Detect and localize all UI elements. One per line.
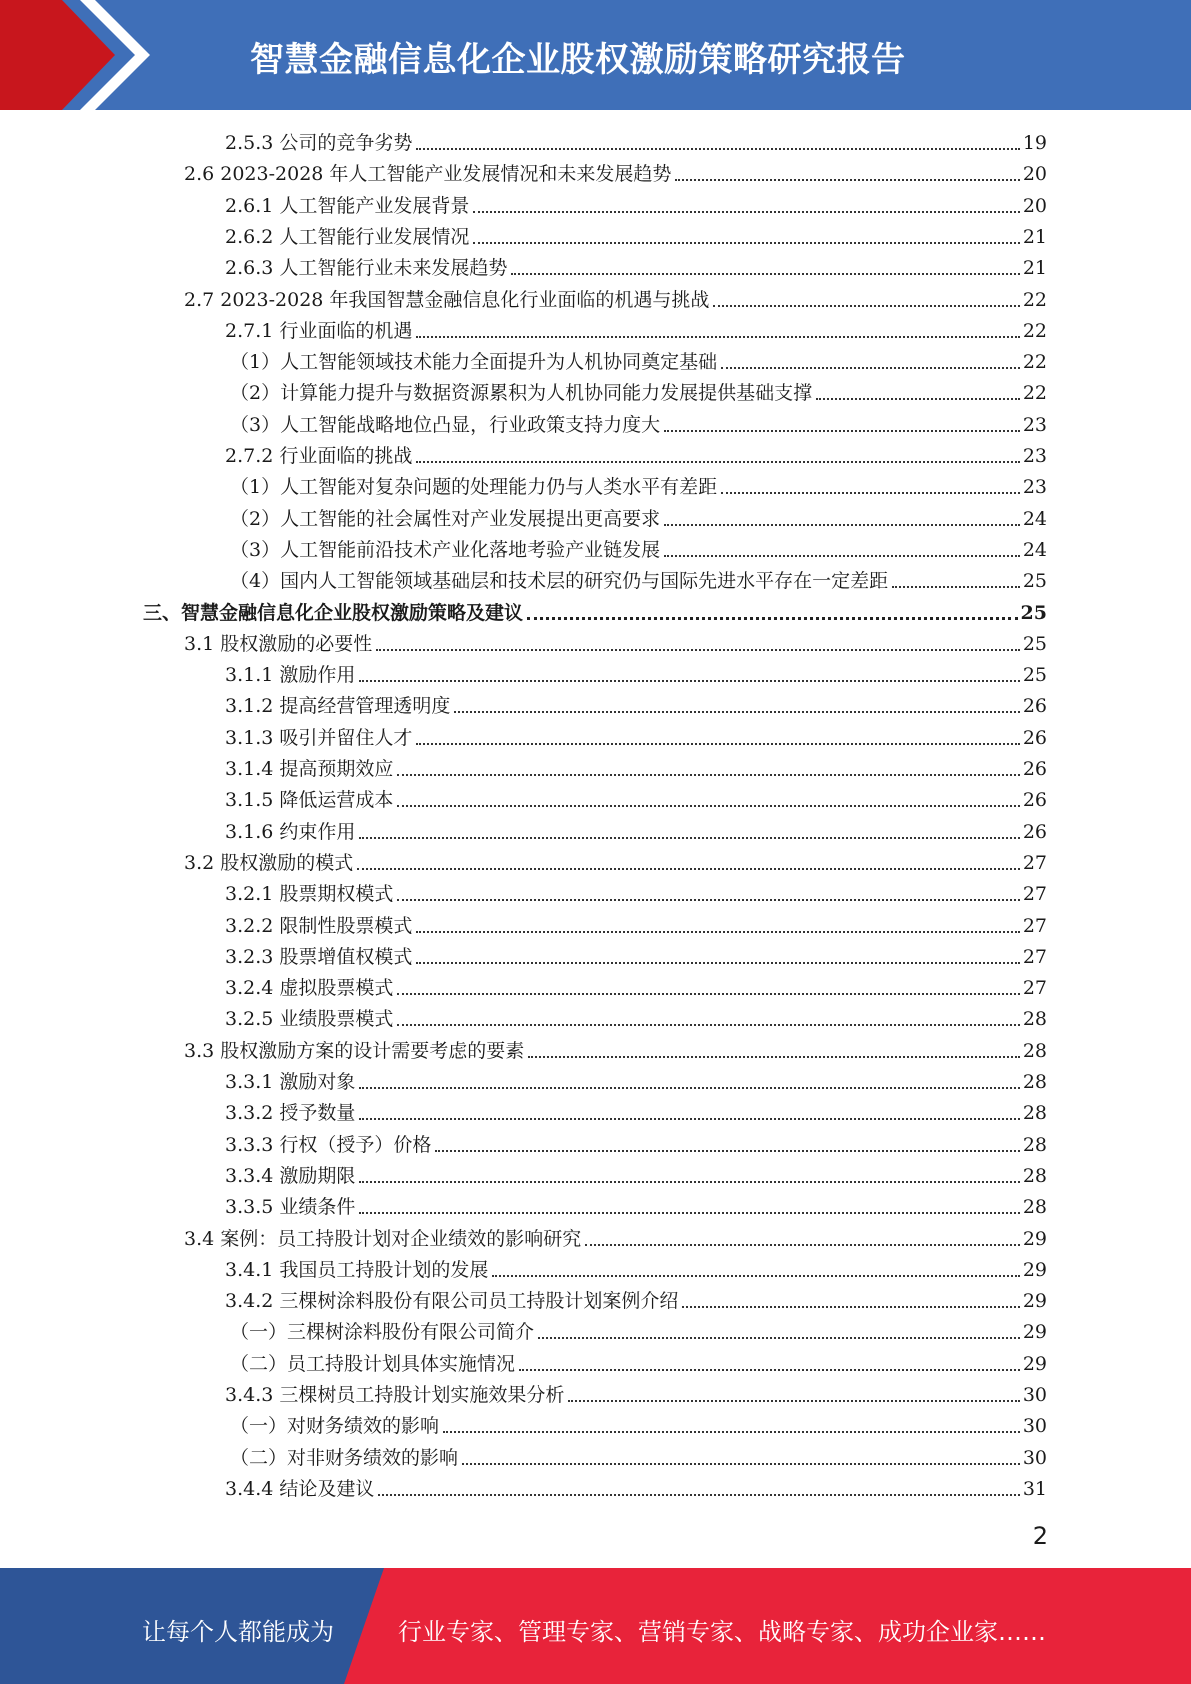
toc-dot-leader	[376, 648, 1020, 651]
toc-entry-label: 3.4.1 我国员工持股计划的发展	[225, 1259, 489, 1281]
toc-dot-leader	[443, 1430, 1020, 1433]
toc-entry-page: 30	[1022, 1447, 1047, 1469]
toc-entry-page: 22	[1022, 351, 1047, 373]
report-title: 智慧金融信息化企业股权激励策略研究报告	[250, 40, 906, 80]
toc-dot-leader	[359, 1117, 1019, 1120]
toc-entry-label: 3.2 股权激励的模式	[184, 852, 354, 874]
toc-entry-label: 3.2.5 业绩股票模式	[225, 1008, 394, 1030]
toc-entry-page: 26	[1022, 727, 1047, 749]
toc-entry[interactable]	[230, 471, 1047, 502]
toc-entry-label: （一）对财务绩效的影响	[230, 1415, 440, 1437]
toc-entry-page: 27	[1022, 977, 1047, 999]
toc-entry-label: 3.1.3 吸引并留住人才	[225, 727, 413, 749]
toc-entry-label: （1）人工智能对复杂问题的处理能力仍与人类水平有差距	[230, 476, 718, 498]
toc-dot-leader	[568, 1399, 1019, 1402]
toc-entry-page: 26	[1022, 789, 1047, 811]
toc-entry[interactable]	[225, 315, 1047, 346]
toc-dot-leader	[682, 1305, 1019, 1308]
toc-dot-leader	[511, 272, 1019, 275]
toc-dot-leader	[416, 930, 1019, 933]
toc-entry[interactable]	[184, 1035, 1047, 1066]
toc-entry-page: 28	[1022, 1008, 1047, 1030]
toc-entry[interactable]	[184, 158, 1047, 189]
toc-entry[interactable]	[225, 659, 1047, 690]
toc-entry-page: 23	[1022, 476, 1047, 498]
toc-entry-page: 20	[1022, 195, 1047, 217]
toc-entry-label: 3.3.2 授予数量	[225, 1102, 356, 1124]
toc-dot-leader	[416, 147, 1019, 150]
toc-dot-leader	[527, 616, 1018, 620]
toc-entry-label: 3.1.1 激励作用	[225, 664, 356, 686]
toc-entry-page: 23	[1022, 445, 1047, 467]
toc-entry-label: 3.4.2 三棵树涂料股份有限公司员工持股计划案例介绍	[225, 1290, 679, 1312]
toc-entry-label: 3.3.5 业绩条件	[225, 1196, 356, 1218]
toc-entry-page: 28	[1022, 1134, 1047, 1156]
toc-entry[interactable]	[225, 878, 1047, 909]
toc-entry-page: 28	[1022, 1040, 1047, 1062]
toc-entry[interactable]	[225, 190, 1047, 221]
toc-entry-label: 3.1.5 降低运营成本	[225, 789, 394, 811]
toc-entry[interactable]	[230, 534, 1047, 565]
toc-entry-label: （3）人工智能前沿技术产业化落地考验产业链发展	[230, 539, 661, 561]
toc-entry-page: 31	[1022, 1478, 1047, 1500]
toc-dot-leader	[416, 742, 1019, 745]
toc-entry-label: （2）人工智能的社会属性对产业发展提出更高要求	[230, 508, 661, 530]
toc-entry-page: 27	[1022, 852, 1047, 874]
toc-entry-page: 25	[1022, 633, 1047, 655]
footer-slogan-right: 行业专家、管理专家、营销专家、战略专家、成功企业家……	[398, 1618, 1046, 1646]
toc-entry-label: 2.5.3 公司的竞争劣势	[225, 132, 413, 154]
toc-entry[interactable]	[225, 816, 1047, 847]
toc-entry-page: 30	[1022, 1384, 1047, 1406]
toc-entry-label: 3.1 股权激励的必要性	[184, 633, 373, 655]
toc-entry[interactable]	[225, 1191, 1047, 1222]
toc-entry-label: 3.3 股权激励方案的设计需要考虑的要素	[184, 1040, 525, 1062]
toc-dot-leader	[359, 1086, 1019, 1089]
toc-entry[interactable]	[225, 440, 1047, 471]
toc-entry-label: 2.6.2 人工智能行业发展情况	[225, 226, 470, 248]
toc-entry-label: 2.6.1 人工智能产业发展背景	[225, 195, 470, 217]
toc-entry-label: 3.2.3 股票增值权模式	[225, 946, 413, 968]
toc-entry-label: 3.2.4 虚拟股票模式	[225, 977, 394, 999]
toc-entry-label: 3.4.3 三棵树员工持股计划实施效果分析	[225, 1384, 565, 1406]
footer-slogan-left: 让每个人都能成为	[142, 1618, 334, 1646]
toc-entry[interactable]	[225, 753, 1047, 784]
toc-entry[interactable]	[225, 1285, 1047, 1316]
toc-entry-page: 29	[1022, 1321, 1047, 1343]
toc-entry-label: 3.1.4 提高预期效应	[225, 758, 394, 780]
toc-entry[interactable]	[225, 1160, 1047, 1191]
toc-dot-leader	[473, 241, 1019, 244]
toc-entry-label: 3.3.3 行权（授予）价格	[225, 1134, 432, 1156]
toc-entry-label: 3.1.6 约束作用	[225, 821, 356, 843]
toc-entry-page: 22	[1022, 320, 1047, 342]
toc-entry[interactable]	[225, 1379, 1047, 1410]
toc-dot-leader	[664, 523, 1020, 526]
page-number: 2	[1032, 1522, 1048, 1550]
toc-entry-page: 25	[1022, 664, 1047, 686]
toc-dot-leader	[528, 1055, 1020, 1058]
toc-entry[interactable]	[225, 221, 1047, 252]
toc-entry[interactable]	[230, 346, 1047, 377]
toc-dot-leader	[416, 460, 1019, 463]
toc-entry-label: （4）国内人工智能领域基础层和技术层的研究仍与国际先进水平存在一定差距	[230, 570, 889, 592]
toc-dot-leader	[416, 335, 1019, 338]
toc-entry-page: 21	[1022, 257, 1047, 279]
toc-dot-leader	[538, 1336, 1020, 1339]
toc-entry-page: 26	[1022, 695, 1047, 717]
toc-dot-leader	[454, 710, 1019, 713]
toc-entry-page: 20	[1022, 163, 1047, 185]
toc-entry[interactable]	[225, 941, 1047, 972]
toc-entry-label: 3.4.4 结论及建议	[225, 1478, 375, 1500]
toc-entry-page: 29	[1022, 1353, 1047, 1375]
toc-entry-page: 22	[1022, 382, 1047, 404]
toc-entry-page: 21	[1022, 226, 1047, 248]
toc-entry[interactable]	[143, 597, 1047, 628]
toc-entry-page: 26	[1022, 758, 1047, 780]
toc-dot-leader	[359, 836, 1019, 839]
toc-entry[interactable]	[230, 409, 1047, 440]
toc-dot-leader	[816, 397, 1020, 400]
toc-entry[interactable]	[184, 628, 1047, 659]
toc-entry-label: 3.3.1 激励对象	[225, 1071, 356, 1093]
toc-entry-page: 24	[1022, 539, 1047, 561]
toc-entry-page: 29	[1022, 1259, 1047, 1281]
toc-entry[interactable]	[184, 1223, 1047, 1254]
toc-entry-page: 26	[1022, 821, 1047, 843]
toc-entry-page: 27	[1022, 883, 1047, 905]
toc-dot-leader	[359, 679, 1019, 682]
toc-entry[interactable]	[230, 1442, 1047, 1473]
toc-entry-label: 2.6 2023-2028 年人工智能产业发展情况和未来发展趋势	[184, 163, 672, 185]
toc-entry-label: 3.2.2 限制性股票模式	[225, 915, 413, 937]
toc-dot-leader	[416, 961, 1019, 964]
toc-dot-leader	[462, 1462, 1020, 1465]
toc-entry-label: 3.3.4 激励期限	[225, 1165, 356, 1187]
toc-entry-page: 28	[1022, 1071, 1047, 1093]
toc-entry[interactable]	[230, 565, 1047, 596]
toc-entry[interactable]	[225, 972, 1047, 1003]
toc-entry-page: 28	[1022, 1102, 1047, 1124]
page-header	[0, 0, 1191, 110]
toc-entry[interactable]	[230, 377, 1047, 408]
toc-entry-label: （二）员工持股计划具体实施情况	[230, 1353, 516, 1375]
toc-entry[interactable]	[225, 1129, 1047, 1160]
toc-dot-leader	[721, 366, 1020, 369]
toc-entry[interactable]	[225, 784, 1047, 815]
toc-entry-label: 三、智慧金融信息化企业股权激励策略及建议	[143, 602, 524, 624]
toc-entry-label: （2）计算能力提升与数据资源累积为人机协同能力发展提供基础支撑	[230, 382, 813, 404]
toc-entry[interactable]	[225, 1254, 1047, 1285]
toc-entry-label: （3）人工智能战略地位凸显，行业政策支持力度大	[230, 414, 661, 436]
toc-dot-leader	[713, 304, 1019, 307]
toc-entry[interactable]	[230, 1348, 1047, 1379]
toc-entry[interactable]	[225, 1003, 1047, 1034]
toc-dot-leader	[397, 898, 1019, 901]
toc-entry[interactable]	[225, 252, 1047, 283]
toc-dot-leader	[397, 992, 1019, 995]
toc-entry[interactable]	[184, 847, 1047, 878]
toc-dot-leader	[359, 1211, 1019, 1214]
toc-entry-label: 3.1.2 提高经营管理透明度	[225, 695, 451, 717]
toc-dot-leader	[664, 429, 1020, 432]
toc-entry[interactable]	[184, 284, 1047, 315]
toc-entry[interactable]	[230, 1410, 1047, 1441]
toc-entry[interactable]	[230, 1316, 1047, 1347]
toc-entry[interactable]	[225, 910, 1047, 941]
toc-entry[interactable]	[225, 1097, 1047, 1128]
toc-dot-leader	[359, 1180, 1019, 1183]
toc-entry-label: （二）对非财务绩效的影响	[230, 1447, 459, 1469]
toc-entry-label: 2.7 2023-2028 年我国智慧金融信息化行业面临的机遇与挑战	[184, 289, 710, 311]
toc-entry-page: 27	[1022, 915, 1047, 937]
toc-entry-label: 2.7.1 行业面临的机遇	[225, 320, 413, 342]
toc-entry-label: 3.2.1 股票期权模式	[225, 883, 394, 905]
toc-entry-label: （1）人工智能领域技术能力全面提升为人机协同奠定基础	[230, 351, 718, 373]
toc-entry-page: 19	[1022, 132, 1047, 154]
toc-dot-leader	[585, 1243, 1020, 1246]
page-footer	[0, 1568, 1191, 1684]
toc-entry-label: 2.7.2 行业面临的挑战	[225, 445, 413, 467]
toc-dot-leader	[664, 554, 1020, 557]
toc-entry-page: 30	[1022, 1415, 1047, 1437]
toc-entry[interactable]	[225, 127, 1047, 158]
toc-entry-page: 28	[1022, 1196, 1047, 1218]
toc-dot-leader	[892, 585, 1020, 588]
toc-entry[interactable]	[225, 690, 1047, 721]
toc-entry-page: 22	[1022, 289, 1047, 311]
toc-entry-page: 29	[1022, 1228, 1047, 1250]
toc-dot-leader	[435, 1149, 1019, 1152]
toc-dot-leader	[397, 804, 1019, 807]
toc-entry-page: 25	[1020, 602, 1047, 624]
toc-entry[interactable]	[225, 1066, 1047, 1097]
toc-entry[interactable]	[225, 1473, 1047, 1504]
toc-entry-page: 25	[1022, 570, 1047, 592]
toc-entry-page: 27	[1022, 946, 1047, 968]
toc-dot-leader	[721, 491, 1020, 494]
toc-entry[interactable]	[225, 722, 1047, 753]
toc-entry-page: 28	[1022, 1165, 1047, 1187]
toc-entry-page: 29	[1022, 1290, 1047, 1312]
toc-entry[interactable]	[230, 503, 1047, 534]
toc-dot-leader	[519, 1368, 1020, 1371]
toc-dot-leader	[397, 773, 1019, 776]
toc-dot-leader	[675, 178, 1019, 181]
toc-entry-label: 3.4 案例：员工持股计划对企业绩效的影响研究	[184, 1228, 582, 1250]
toc-dot-leader	[357, 867, 1020, 870]
toc-dot-leader	[492, 1274, 1019, 1277]
toc-entry-label: 2.6.3 人工智能行业未来发展趋势	[225, 257, 508, 279]
toc-dot-leader	[397, 1023, 1019, 1026]
toc-entry-label: （一）三棵树涂料股份有限公司简介	[230, 1321, 535, 1343]
toc-entry-page: 23	[1022, 414, 1047, 436]
toc-dot-leader	[473, 210, 1019, 213]
toc-dot-leader	[378, 1493, 1019, 1496]
toc-entry-page: 24	[1022, 508, 1047, 530]
